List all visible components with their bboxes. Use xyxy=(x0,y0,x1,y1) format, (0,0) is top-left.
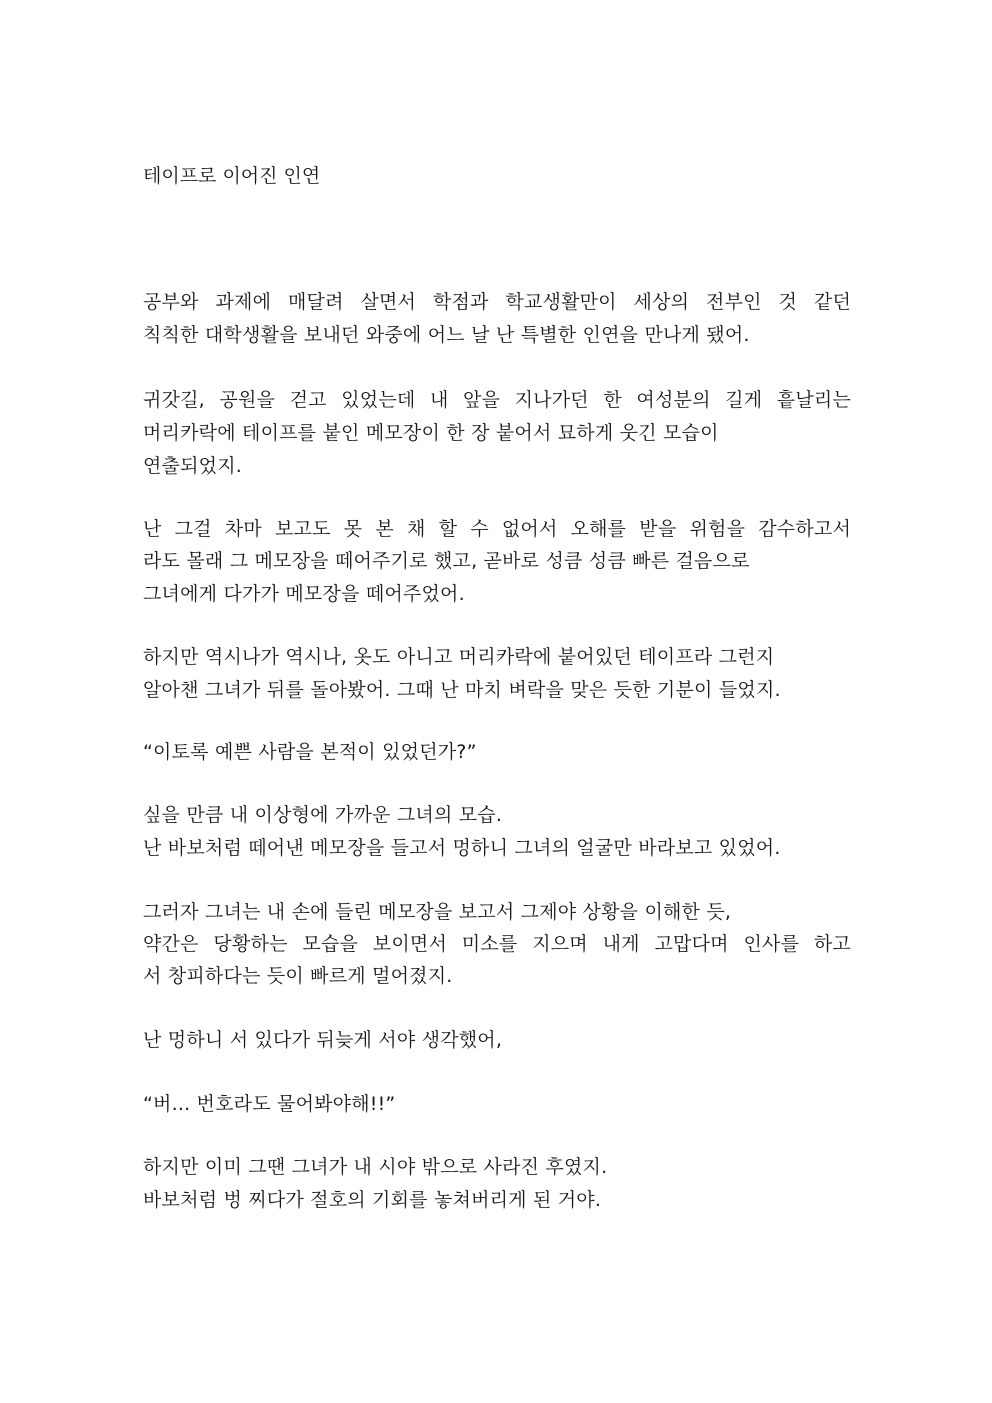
paragraph-line: 난 멍하니 서 있다가 뒤늦게 서야 생각했어, xyxy=(143,1029,503,1051)
paragraph-line: 난 그걸 차마 보고도 못 본 채 할 수 없어서 오해를 받을 위험을 감수하고서 xyxy=(143,518,851,540)
paragraph-line: 난 바보처럼 떼어낸 메모장을 들고서 멍하니 그녀의 얼굴만 바라보고 있었어. xyxy=(143,837,781,859)
paragraph-line: 하지만 역시나가 역시나, 옷도 아니고 머리카락에 붙어있던 테이프라 그런지 xyxy=(143,646,775,668)
paragraph-line: 그녀에게 다가가 메모장을 떼어주었어. xyxy=(143,583,465,605)
paragraph-line: 약간은 당황하는 모습을 보이면서 미소를 지으며 내게 고맙다며 인사를 하고 xyxy=(143,933,851,955)
paragraph-line: 싶을 만큼 내 이상형에 가까운 그녀의 모습. xyxy=(143,804,503,826)
paragraph-line: 그러자 그녀는 내 손에 들린 메모장을 보고서 그제야 상황을 이해한 듯, xyxy=(143,901,732,923)
paragraph-line: 칙칙한 대학생활을 보내던 와중에 어느 날 난 특별한 인연을 만나게 됐어. xyxy=(143,324,750,346)
paragraph-line: 알아챈 그녀가 뒤를 돌아봤어. 그때 난 마치 벼락을 맞은 듯한 기분이 들었지. xyxy=(143,679,781,701)
paragraph-line: 바보처럼 벙 찌다가 절호의 기회를 놓쳐버리게 된 거야. xyxy=(143,1189,602,1211)
paragraph-line: 하지만 이미 그땐 그녀가 내 시야 밖으로 사라진 후였지. xyxy=(143,1156,608,1178)
quote-line: “이토록 예쁜 사람을 본적이 있었던가?” xyxy=(143,741,477,763)
document-title: 테이프로 이어진 인연 xyxy=(143,165,321,187)
paragraph-line: 라도 몰래 그 메모장을 떼어주기로 했고, 곧바로 성큼 성큼 빠른 걸음으로 xyxy=(143,550,750,572)
paragraph-line: 귀갓길, 공원을 걷고 있었는데 내 앞을 지나가던 한 여성분의 길게 흩날리는 xyxy=(143,389,851,411)
paragraph-line: 머리카락에 테이프를 붙인 메모장이 한 장 붙어서 묘하게 웃긴 모습이 xyxy=(143,422,719,444)
paragraph-line: 서 창피하다는 듯이 빠르게 멀어졌지. xyxy=(143,965,453,987)
paragraph-line: 연출되었지. xyxy=(143,455,243,477)
quote-line: “버... 번호라도 물어봐야해!!” xyxy=(143,1093,396,1115)
paragraph-line: 공부와 과제에 매달려 살면서 학점과 학교생활만이 세상의 전부인 것 같던 xyxy=(143,291,851,313)
